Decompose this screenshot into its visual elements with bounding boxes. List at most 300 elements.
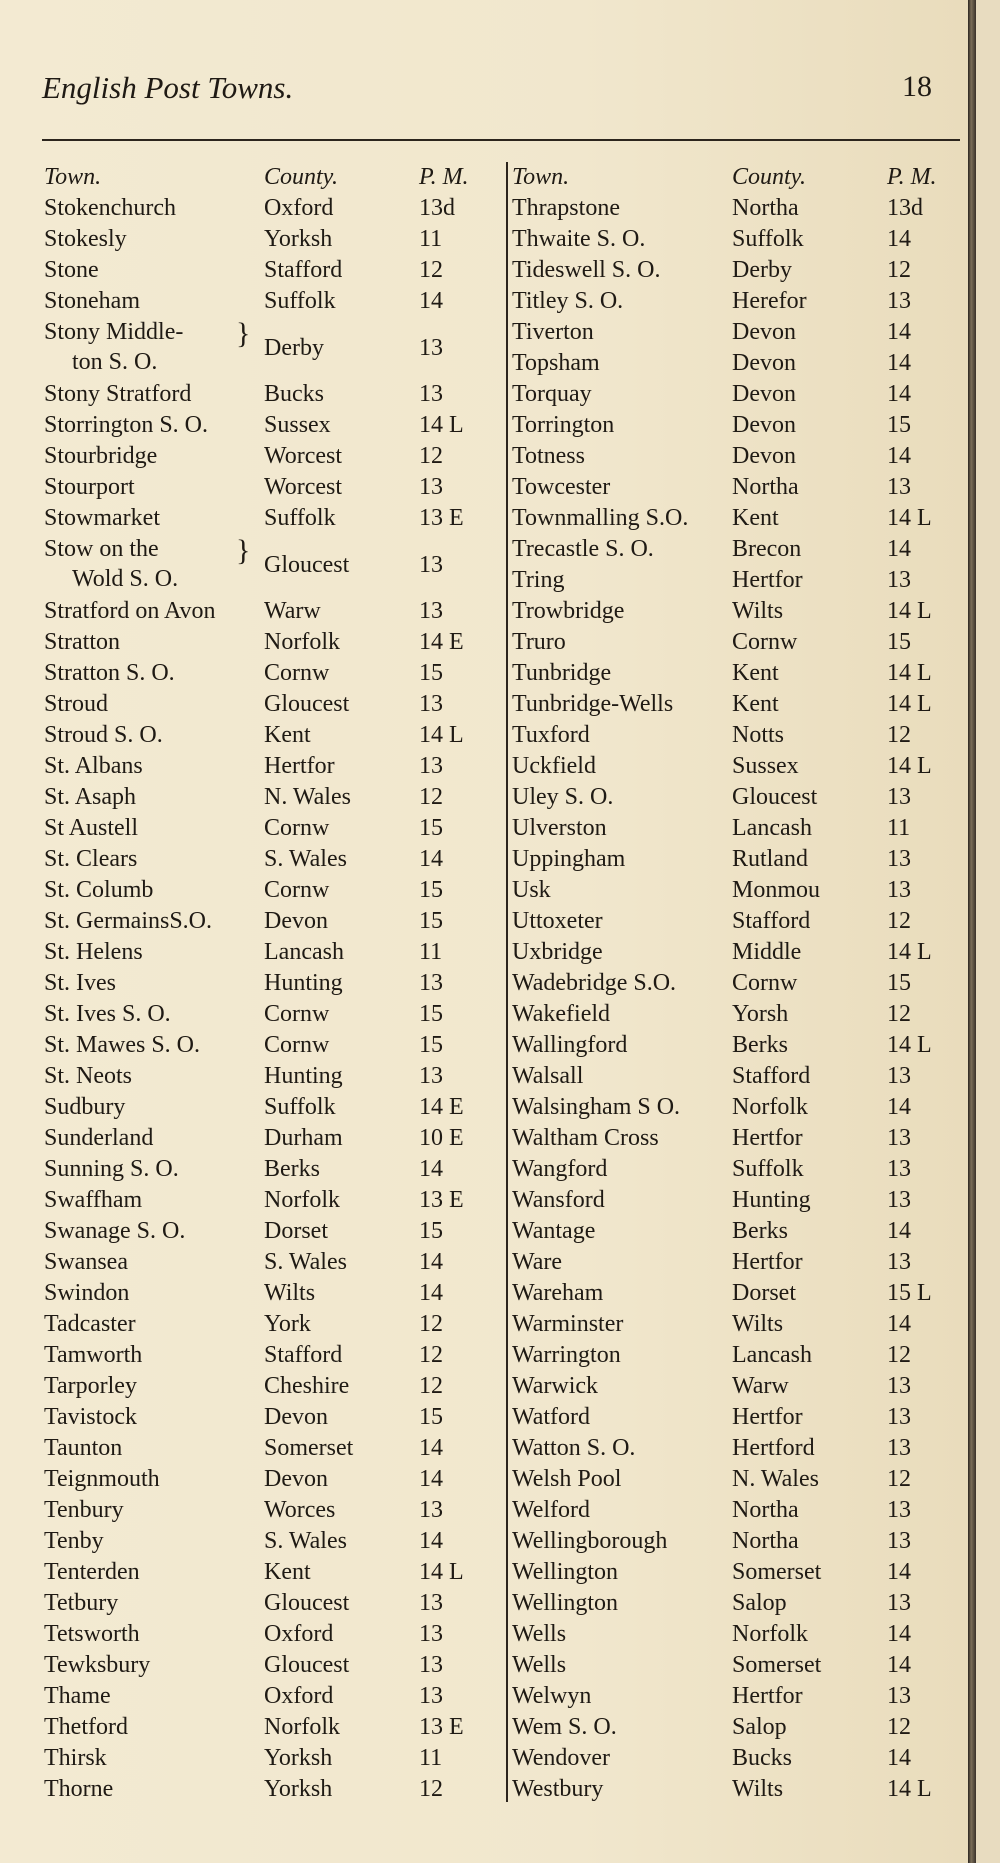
post-mark-value: 14 (419, 846, 443, 872)
post-mark-value: 15 (419, 1001, 443, 1027)
county-name: Northa (732, 1497, 799, 1523)
table-row (44, 1712, 504, 1743)
county-name: Somerset (732, 1652, 822, 1678)
county-name: Devon (264, 908, 328, 934)
town-name: Stone (44, 257, 99, 283)
county-name: Suffolk (732, 226, 804, 252)
town-name: St. Helens (44, 939, 143, 965)
brace-mark: } (236, 534, 251, 567)
post-mark-value: 13 (419, 1683, 443, 1709)
county-name: Cornw (732, 629, 798, 655)
table-row (512, 720, 962, 751)
county-name: Suffolk (732, 1156, 804, 1182)
town-name: Torquay (512, 381, 592, 407)
table-row (512, 1154, 962, 1185)
table-row (44, 1371, 504, 1402)
town-name: Wem S. O. (512, 1714, 617, 1740)
post-mark-value: 13 (887, 1063, 911, 1089)
post-mark-value: 14 (419, 1466, 443, 1492)
county-name: Wilts (264, 1280, 316, 1306)
county-name: N. Wales (732, 1466, 819, 1492)
county-name: Devon (264, 1404, 328, 1430)
county-name: Berks (732, 1032, 788, 1058)
town-name: Totness (512, 443, 585, 469)
county-name: Hertfor (732, 567, 803, 593)
town-name: Uttoxeter (512, 908, 603, 934)
table-row (512, 1774, 962, 1805)
pm-header: P. M. (419, 164, 469, 190)
county-name: Wilts (732, 1776, 784, 1802)
post-mark-value: 13 (887, 1683, 911, 1709)
county-name: Northa (732, 1528, 799, 1554)
post-mark-value: 13 (887, 1590, 911, 1616)
county-name: Brecon (732, 536, 802, 562)
table-row (512, 596, 962, 627)
table-row (44, 1557, 504, 1588)
county-name: Oxford (264, 1621, 334, 1647)
table-row (512, 410, 962, 441)
town-name: Wellington (512, 1590, 619, 1616)
post-mark-value: 13 (419, 598, 443, 624)
county-name: Cornw (264, 1001, 330, 1027)
town-name: Stourbridge (44, 443, 158, 469)
table-row (512, 999, 962, 1030)
pm-header: P. M. (887, 164, 937, 190)
town-name: Swaffham (44, 1187, 143, 1213)
table-row (44, 875, 504, 906)
post-mark-value: 15 (419, 1404, 443, 1430)
table-row (44, 1123, 504, 1154)
county-name: Rutland (732, 846, 808, 872)
town-name: Uley S. O. (512, 784, 614, 810)
town-name: Watford (512, 1404, 591, 1430)
post-mark-value: 13 (887, 1187, 911, 1213)
post-mark-value: 13 (887, 1528, 911, 1554)
county-name: Notts (732, 722, 785, 748)
table-row (512, 1371, 962, 1402)
post-mark-value: 13 (419, 691, 443, 717)
town-name: Tiverton (512, 319, 594, 345)
post-mark-value: 14 L (419, 412, 464, 438)
town-name: Stourport (44, 474, 135, 500)
county-name: Devon (732, 412, 796, 438)
post-mark-value: 12 (887, 1342, 911, 1368)
table-row (512, 1092, 962, 1123)
town-name: Wells (512, 1621, 567, 1647)
county-name: Lancash (732, 1342, 812, 1368)
town-name: Trecastle S. O. (512, 536, 654, 562)
page-number: 18 (902, 70, 932, 103)
town-name: Tewksbury (44, 1652, 151, 1678)
county-name: Dorset (732, 1280, 796, 1306)
post-mark-value: 14 (419, 1435, 443, 1461)
town-name: Wellington (512, 1559, 619, 1585)
table-row (44, 1495, 504, 1526)
table-row (512, 534, 962, 565)
table-row (512, 658, 962, 689)
county-name: Kent (264, 722, 311, 748)
table-row (512, 1061, 962, 1092)
county-name: Norfolk (732, 1621, 808, 1647)
town-name: Wellingborough (512, 1528, 668, 1554)
post-mark-value: 12 (419, 1373, 443, 1399)
post-mark-value: 11 (419, 226, 443, 252)
town-name: Tavistock (44, 1404, 137, 1430)
table-row (44, 627, 504, 658)
post-mark-value: 14 (887, 443, 911, 469)
county-name: Suffolk (264, 1094, 336, 1120)
post-mark-value: 12 (887, 1001, 911, 1027)
town-name: Tunbridge (512, 660, 612, 686)
table-row (512, 1495, 962, 1526)
table-row (44, 1681, 504, 1712)
post-mark-value: 14 L (419, 1559, 464, 1585)
post-mark-value: 14 (887, 1652, 911, 1678)
county-name: Yorksh (264, 1745, 333, 1771)
county-name: Yorsh (732, 1001, 789, 1027)
county-name: Hunting (264, 970, 343, 996)
table-row (512, 1216, 962, 1247)
table-row (44, 1216, 504, 1247)
county-name: Hunting (264, 1063, 343, 1089)
post-mark-value: 15 (419, 877, 443, 903)
town-name: Swindon (44, 1280, 130, 1306)
town-name: Walsingham S O. (512, 1094, 681, 1120)
post-mark-value: 13 (419, 474, 443, 500)
county-name: Kent (732, 660, 779, 686)
town-name: Wansford (512, 1187, 605, 1213)
post-mark-value: 12 (419, 784, 443, 810)
post-mark-value: 14 L (887, 505, 932, 531)
county-name: Gloucest (264, 552, 350, 578)
town-name: Towcester (512, 474, 611, 500)
post-mark-value: 14 L (887, 1032, 932, 1058)
table-row (44, 224, 504, 255)
table-row (44, 1309, 504, 1340)
table-row (512, 1588, 962, 1619)
county-name: S. Wales (264, 1528, 347, 1554)
county-name: Durham (264, 1125, 343, 1151)
adjacent-page-edge (976, 0, 1000, 1863)
post-mark-value: 12 (419, 1311, 443, 1337)
post-mark-value: 14 (419, 1280, 443, 1306)
town-name: St. GermainsS.O. (44, 908, 212, 934)
table-row (44, 255, 504, 286)
right-column (512, 162, 962, 1805)
county-name: Derby (264, 335, 324, 361)
table-row (512, 1123, 962, 1154)
town-name: St. Mawes S. O. (44, 1032, 201, 1058)
county-name: Stafford (264, 257, 343, 283)
county-name: Devon (732, 350, 796, 376)
post-mark-value: 12 (887, 908, 911, 934)
county-name: Devon (732, 443, 796, 469)
county-name: Norfolk (264, 629, 340, 655)
county-name: Cheshire (264, 1373, 350, 1399)
post-mark-value: 14 (887, 381, 911, 407)
brace-mark: } (236, 317, 251, 350)
county-name: Yorksh (264, 1776, 333, 1802)
table-row (512, 782, 962, 813)
town-name: St. Asaph (44, 784, 137, 810)
post-mark-value: 15 (419, 1032, 443, 1058)
post-mark-value: 13 (419, 1621, 443, 1647)
table-row (44, 1433, 504, 1464)
post-mark-value: 13 E (419, 505, 464, 531)
county-name: Middle (732, 939, 802, 965)
table-row (44, 968, 504, 999)
post-mark-value: 14 (419, 1249, 443, 1275)
county-name: Cornw (264, 877, 330, 903)
town-name: Thirsk (44, 1745, 107, 1771)
post-mark-value: 15 (419, 908, 443, 934)
table-row (44, 441, 504, 472)
town-name: Walsall (512, 1063, 584, 1089)
table-row (512, 689, 962, 720)
table-row (44, 1464, 504, 1495)
county-name: Suffolk (264, 288, 336, 314)
table-row (512, 906, 962, 937)
table-row (512, 1309, 962, 1340)
county-name: Devon (732, 381, 796, 407)
county-name: Sussex (264, 412, 331, 438)
table-row (44, 1278, 504, 1309)
county-name: Oxford (264, 1683, 334, 1709)
town-header: Town. (44, 164, 102, 190)
county-name: Oxford (264, 195, 334, 221)
post-mark-value: 13 (419, 1063, 443, 1089)
post-mark-value: 12 (419, 443, 443, 469)
post-mark-value: 14 E (419, 1094, 464, 1120)
table-row (512, 286, 962, 317)
table-row (44, 1619, 504, 1650)
post-mark-value: 14 E (419, 629, 464, 655)
table-row (44, 1774, 504, 1805)
town-name: Welford (512, 1497, 591, 1523)
town-name: Truro (512, 629, 566, 655)
county-name: Monmou (732, 877, 821, 903)
town-name: Uppingham (512, 846, 626, 872)
county-name: Worcest (264, 443, 343, 469)
table-row (44, 1650, 504, 1681)
post-mark-value: 14 L (887, 1776, 932, 1802)
post-mark-value: 14 L (887, 753, 932, 779)
table-row (44, 596, 504, 627)
table-row (44, 844, 504, 875)
table-row (44, 906, 504, 937)
table-row (44, 193, 504, 224)
town-name: Stokesly (44, 226, 127, 252)
post-mark-value: 11 (887, 815, 911, 841)
town-name: Sunderland (44, 1125, 154, 1151)
town-name: Tetsworth (44, 1621, 140, 1647)
table-row (512, 813, 962, 844)
town-name: Thrapstone (512, 195, 620, 221)
county-name: Wilts (732, 1311, 784, 1337)
county-name: Cornw (732, 970, 798, 996)
town-name-line2: ton S. O. (72, 349, 158, 375)
town-name: St Austell (44, 815, 139, 841)
post-mark-value: 12 (419, 257, 443, 283)
post-mark-value: 13d (887, 195, 923, 221)
county-name: Northa (732, 474, 799, 500)
town-name: Sudbury (44, 1094, 126, 1120)
table-row (44, 1340, 504, 1371)
town-name: Waltham Cross (512, 1125, 659, 1151)
town-header: Town. (512, 164, 570, 190)
town-name: Wantage (512, 1218, 596, 1244)
table-row (44, 286, 504, 317)
county-name: Gloucest (732, 784, 818, 810)
table-row (512, 751, 962, 782)
post-mark-value: 12 (887, 722, 911, 748)
county-name: Gloucest (264, 1590, 350, 1616)
table-row (512, 1433, 962, 1464)
town-name: Westbury (512, 1776, 604, 1802)
post-mark-value: 13 E (419, 1714, 464, 1740)
county-name: Berks (264, 1156, 320, 1182)
post-mark-value: 14 (887, 536, 911, 562)
town-name: Wendover (512, 1745, 611, 1771)
table-row (44, 751, 504, 782)
town-name: Sunning S. O. (44, 1156, 179, 1182)
post-mark-value: 14 (419, 288, 443, 314)
county-name: S. Wales (264, 1249, 347, 1275)
post-mark-value: 14 L (887, 660, 932, 686)
table-row (512, 565, 962, 596)
table-row (44, 1402, 504, 1433)
county-name: Berks (732, 1218, 788, 1244)
post-mark-value: 13 (887, 1249, 911, 1275)
table-row (44, 658, 504, 689)
county-name: Hertford (732, 1435, 815, 1461)
county-name: Gloucest (264, 1652, 350, 1678)
town-name: Wakefield (512, 1001, 611, 1027)
table-row (512, 193, 962, 224)
post-mark-value: 10 E (419, 1125, 464, 1151)
table-row (512, 1278, 962, 1309)
post-mark-value: 13d (419, 195, 455, 221)
post-mark-value: 13 (887, 1435, 911, 1461)
county-name: Norfolk (264, 1714, 340, 1740)
post-mark-value: 14 L (887, 939, 932, 965)
county-name: York (264, 1311, 311, 1337)
table-row (512, 968, 962, 999)
town-name: St. Columb (44, 877, 154, 903)
county-name: Hertfor (732, 1683, 803, 1709)
table-row (44, 999, 504, 1030)
county-name: Hunting (732, 1187, 811, 1213)
post-mark-value: 14 (887, 1745, 911, 1771)
table-row (512, 1743, 962, 1774)
county-name: Cornw (264, 660, 330, 686)
county-header: County. (264, 164, 339, 190)
table-row (44, 1092, 504, 1123)
table-row (44, 317, 504, 379)
county-name: Warw (732, 1373, 789, 1399)
town-name-line1: Stow on the (44, 536, 159, 562)
post-mark-value: 13 (419, 552, 443, 578)
town-name: Stokenchurch (44, 195, 176, 221)
table-row (44, 379, 504, 410)
town-name: Uckfield (512, 753, 596, 779)
town-name: Tadcaster (44, 1311, 136, 1337)
county-name: Hertfor (732, 1249, 803, 1275)
table-row (512, 1650, 962, 1681)
table-row (44, 1185, 504, 1216)
county-name: Devon (264, 1466, 328, 1492)
table-row (44, 472, 504, 503)
town-name: Stratton S. O. (44, 660, 175, 686)
table-row (512, 1557, 962, 1588)
town-name: Warminster (512, 1311, 624, 1337)
table-row (44, 1743, 504, 1774)
table-row (512, 472, 962, 503)
running-title: English Post Towns. (42, 70, 294, 105)
post-mark-value: 14 (887, 1311, 911, 1337)
table-row (44, 503, 504, 534)
county-name: Stafford (732, 1063, 811, 1089)
post-mark-value: 13 (887, 288, 911, 314)
town-name: Topsham (512, 350, 600, 376)
post-mark-value: 12 (419, 1776, 443, 1802)
town-name: Watton S. O. (512, 1435, 636, 1461)
county-name: N. Wales (264, 784, 351, 810)
town-name: Stroud (44, 691, 109, 717)
town-name: St. Ives S. O. (44, 1001, 171, 1027)
town-name: Tenbury (44, 1497, 124, 1523)
town-name: Tideswell S. O. (512, 257, 661, 283)
table-row (512, 1185, 962, 1216)
post-mark-value: 13 (887, 784, 911, 810)
town-name: Warwick (512, 1373, 599, 1399)
table-row (44, 1061, 504, 1092)
county-name: Hertfor (264, 753, 335, 779)
table-row (44, 410, 504, 441)
town-name: Storrington S. O. (44, 412, 209, 438)
table-row (512, 844, 962, 875)
table-row (512, 503, 962, 534)
table-row (512, 224, 962, 255)
county-name: Hertfor (732, 1404, 803, 1430)
county-name: Norfolk (732, 1094, 808, 1120)
post-mark-value: 14 (419, 1156, 443, 1182)
post-mark-value: 15 (419, 1218, 443, 1244)
post-mark-value: 15 (887, 412, 911, 438)
town-name: Townmalling S.O. (512, 505, 689, 531)
town-name: Tenby (44, 1528, 104, 1554)
post-mark-value: 13 (419, 970, 443, 996)
table-row (512, 1030, 962, 1061)
left-column-header (44, 162, 504, 193)
table-row (512, 317, 962, 348)
town-name: Swansea (44, 1249, 128, 1275)
post-mark-value: 14 L (419, 722, 464, 748)
table-row (44, 689, 504, 720)
post-mark-value: 15 (419, 660, 443, 686)
post-mark-value: 13 (419, 381, 443, 407)
post-mark-value: 12 (887, 1714, 911, 1740)
table-row (44, 1588, 504, 1619)
town-name: St. Neots (44, 1063, 133, 1089)
county-name: Worcest (264, 474, 343, 500)
town-name: Thame (44, 1683, 111, 1709)
town-name: Tuxford (512, 722, 590, 748)
town-name: Tarporley (44, 1373, 137, 1399)
table-row (512, 1681, 962, 1712)
county-name: Stafford (732, 908, 811, 934)
post-mark-value: 14 L (887, 691, 932, 717)
